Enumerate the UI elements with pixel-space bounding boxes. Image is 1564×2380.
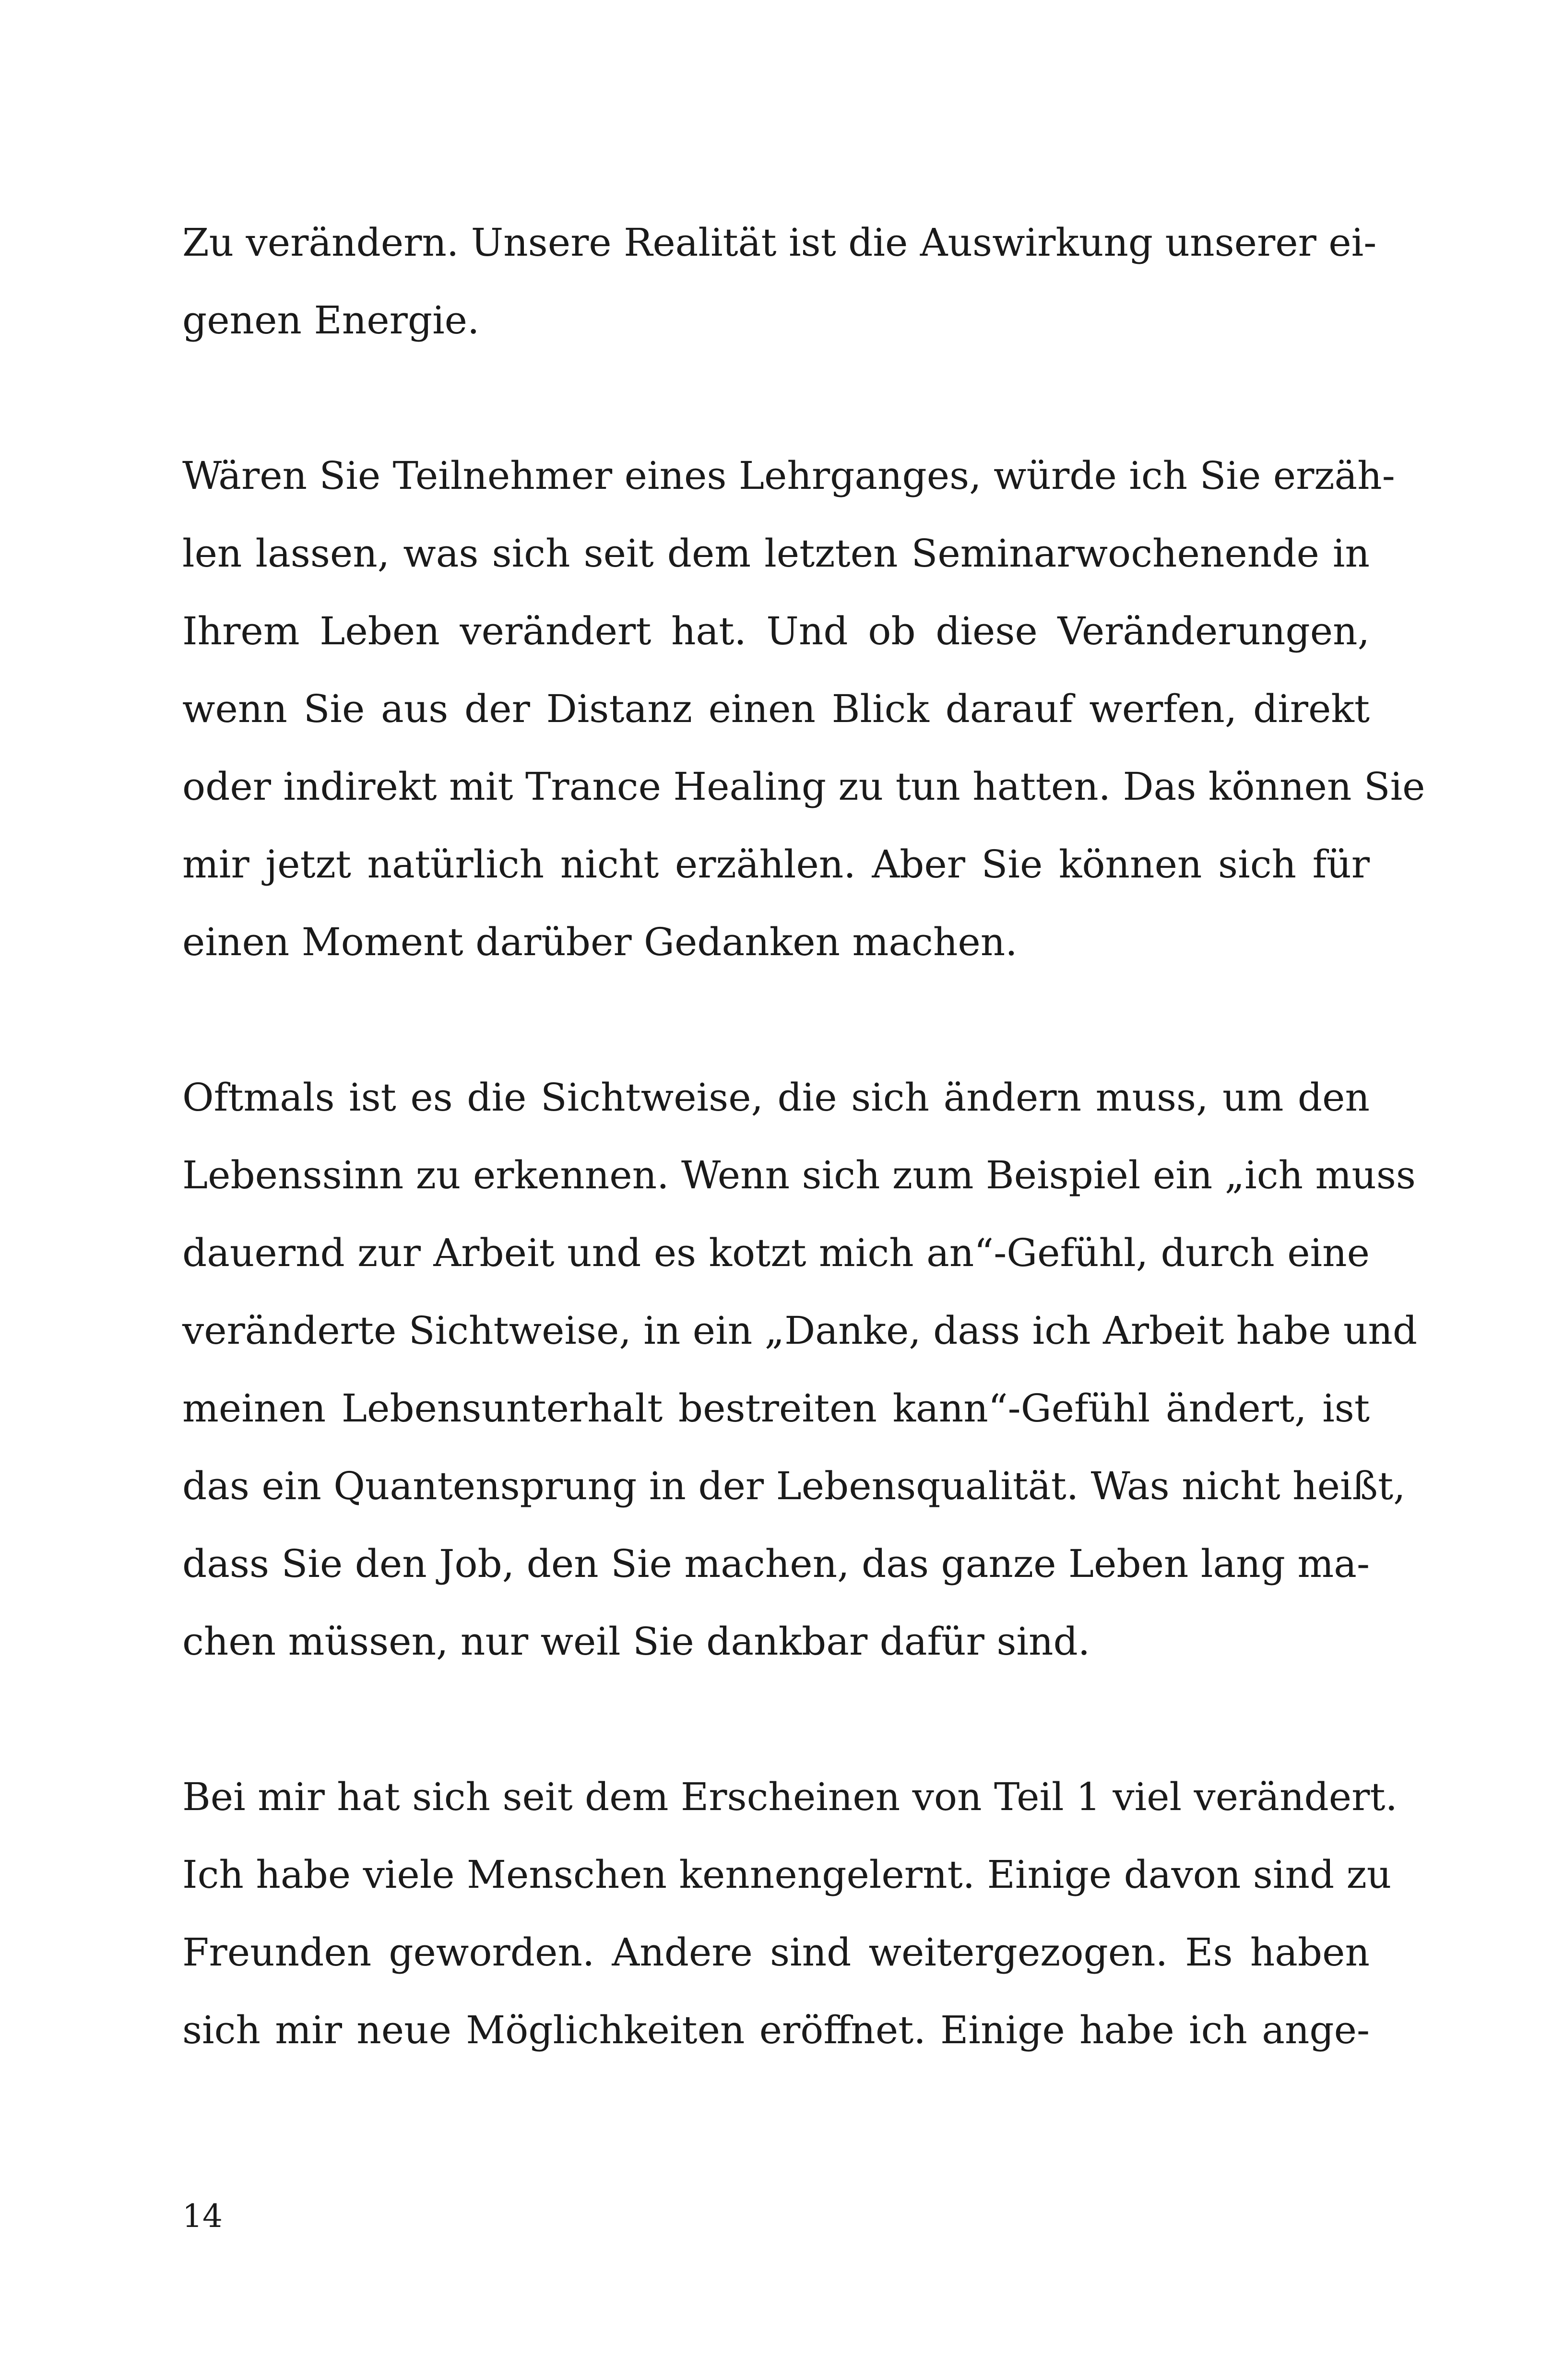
- text-line: Bei mir hat sich seit dem Erscheinen von Teil 1 viel verändert.: [182, 1775, 1398, 1819]
- paragraph-4: [182, 1758, 1398, 2069]
- text-line: oder indirekt mit Trance Healing zu tun hatten. Das können Sie: [182, 764, 1425, 809]
- text-line: Freunden geworden. Andere sind weitergezogen. Es haben: [182, 1930, 1370, 1975]
- text-line: chen müssen, nur weil Sie dankbar dafür sind.: [182, 1619, 1090, 1664]
- text-line: mir jetzt natürlich nicht erzählen. Aber Sie können sich für: [182, 842, 1370, 887]
- text-line: meinen Lebensunterhalt bestreiten kann“-Gefühl ändert, ist: [182, 1386, 1370, 1431]
- text-line: genen Energie.: [182, 298, 480, 343]
- text-line: Wären Sie Teilnehmer eines Lehrganges, würde ich Sie erzäh-: [182, 453, 1395, 498]
- paragraph-1: [182, 204, 1377, 359]
- text-line: Oftmals ist es die Sichtweise, die sich ändern muss, um den: [182, 1075, 1370, 1120]
- text-line: dauernd zur Arbeit und es kotzt mich an“-Gefühl, durch eine: [182, 1231, 1370, 1275]
- body-text: [182, 204, 1425, 2147]
- paragraph-3: [182, 1059, 1418, 1681]
- text-line: wenn Sie aus der Distanz einen Blick darauf werfen, direkt: [182, 687, 1370, 731]
- text-line: Ich habe viele Menschen kennengelernt. Einige davon sind zu: [182, 1852, 1392, 1897]
- text-line: einen Moment darüber Gedanken machen.: [182, 920, 1018, 964]
- text-line: Zu verändern. Unsere Realität ist die Auswirkung unserer ei-: [182, 220, 1377, 265]
- text-line: sich mir neue Möglichkeiten eröffnet. Einige habe ich ange-: [182, 2008, 1370, 2052]
- text-line: das ein Quantensprung in der Lebensqualität. Was nicht heißt,: [182, 1464, 1406, 1508]
- text-line: veränderte Sichtweise, in ein „Danke, dass ich Arbeit habe und: [182, 1308, 1418, 1353]
- text-line: dass Sie den Job, den Sie machen, das ganze Leben lang ma-: [182, 1541, 1370, 1586]
- text-line: Ihrem Leben verändert hat. Und ob diese Veränderungen,: [182, 609, 1370, 653]
- text-line: Lebenssinn zu erkennen. Wenn sich zum Beispiel ein „ich muss: [182, 1153, 1416, 1197]
- paragraph-2: [182, 437, 1425, 981]
- text-line: len lassen, was sich seit dem letzten Seminarwochenende in: [182, 531, 1370, 576]
- page-number: 14: [182, 2198, 223, 2235]
